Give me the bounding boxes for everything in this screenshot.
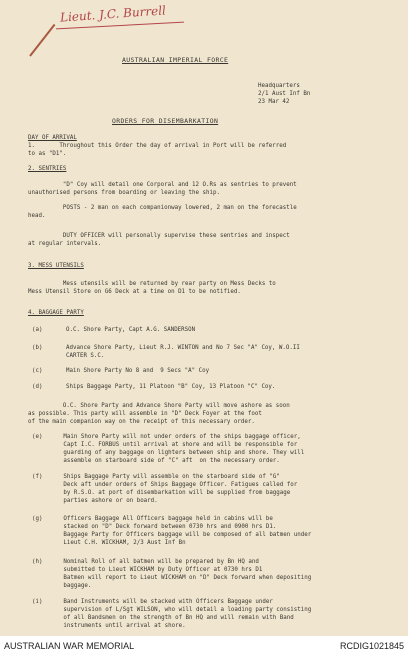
section-2-line: at regular intervals.	[28, 241, 102, 247]
section-2-line: unauthorised persons from boarding or leaving the ship.	[28, 190, 220, 196]
item-h-line: baggage.	[32, 583, 92, 589]
section-1-heading: DAY OF ARRIVAL	[28, 135, 77, 141]
item-g-line: Lieut C.H. WICKHAM, 2/3 Aust Inf Bn	[32, 540, 186, 546]
item-f-line: (f) Ships Baggage Party will assemble on the starboard side of "G"	[32, 474, 280, 480]
section-4-para-line: as possible. This party will assemble in "D" Deck Foyer at the foot	[28, 411, 262, 417]
item-h-line: Batmen will report to Lieut WICKHAM on "D" Deck forward when depositing	[32, 575, 312, 581]
section-1-line: 1. Throughout this Order the day of arrival in Port will be referred	[28, 143, 287, 149]
item-e-line: Capt I.C. FORBUS until arrival at shore and will be responsible for	[32, 442, 298, 448]
item-i-line: of all Bandsmen on the strength of Bn HQ and will remain with Band	[32, 615, 294, 621]
item-h-line: submitted to Lieut WICKHAM by Duty Officer at 0730 hrs D1	[32, 567, 263, 573]
section-2-line: head.	[28, 213, 46, 219]
section-4-para-line: O.C. Shore Party and Advance Shore Party will move ashore as soon	[28, 403, 290, 409]
item-f-line: Deck aft under orders of Ships Baggage Officer. Fatigues called for	[32, 482, 298, 488]
item-text: Main Shore Party No 8 and 9 Secs "A" Coy	[66, 368, 210, 374]
handwritten-signature: Lieut. J.C. Burrell	[59, 3, 167, 25]
item-e-line: guarding of any baggage on lighters between ship and shore. They will	[32, 450, 305, 456]
item-text: Advance Shore Party, Lieut R.J. WINTON and No 7 Sec "A" Coy, W.O.II	[66, 345, 300, 351]
item-label: (a)	[32, 327, 43, 333]
item-i-line: (i) Band Instruments will be stacked with Officers Baggage under	[32, 599, 273, 605]
item-label: (c)	[32, 368, 43, 374]
section-4-para-line: of the main companion way on the receipt of this necessary order.	[28, 419, 255, 425]
item-f-line: by R.S.O. at port of disembarkation will be supplied from baggage	[32, 490, 291, 496]
item-g-line: Baggage Party for Officers baggage will be composed of all batmen under	[32, 532, 312, 538]
pen-mark	[29, 24, 55, 57]
item-g-line: stacked on "D" Deck forward between 0730 hrs and 0900 hrs D1.	[32, 524, 277, 530]
item-label: (b)	[32, 345, 43, 351]
section-2-line: POSTS - 2 man on each companionway lowered, 2 man on the forecastle	[28, 205, 297, 211]
item-i-line: instruments until arrival at shore.	[32, 623, 186, 629]
item-text: O.C. Shore Party, Capt A.G. SANDERSON	[66, 327, 196, 333]
section-4-heading: 4. BAGGAGE PARTY	[28, 310, 84, 316]
item-f-line: parties ashore or on board.	[32, 498, 158, 504]
section-3-line: Mess utensils will be returned by rear party on Mess Decks to	[28, 281, 276, 287]
item-text: CARTER S.C.	[66, 353, 105, 359]
footer-source: AUSTRALIAN WAR MEMORIAL	[4, 641, 135, 651]
item-text: Ships Baggage Party, 11 Platoon "B" Coy, 13 Platoon "C" Coy.	[66, 384, 276, 390]
section-1-line: to as "D1".	[28, 151, 67, 157]
section-2-line: DUTY OFFICER will personally supervise these sentries and inspect	[28, 233, 290, 239]
document-title: AUSTRALIAN IMPERIAL FORCE	[122, 56, 229, 64]
orders-title: ORDERS FOR DISEMBARKATION	[112, 117, 219, 125]
item-g-line: (g) Officers Baggage All Officers baggage held in cabins will be	[32, 516, 273, 522]
hq-line-2: 2/1 Aust Inf Bn	[258, 91, 311, 97]
item-i-line: supervision of L/Sgt WILSON, who will detail a loading party consisting	[32, 607, 312, 613]
item-label: (d)	[32, 384, 43, 390]
hq-line-1: Headquarters	[258, 83, 300, 89]
section-2-heading: 2. SENTRIES	[28, 166, 67, 172]
item-e-line: (e) Main Shore Party will not under orders of the ships baggage officer,	[32, 434, 301, 440]
section-3-heading: 3. MESS UTENSILS	[28, 263, 84, 269]
archive-footer	[0, 636, 408, 654]
section-2-line: "D" Coy will detail one Corporal and 12 O.Rs as sentries to prevent	[28, 182, 297, 188]
hq-date: 23 Mar 42	[258, 99, 290, 105]
footer-record-id: RCDIG1021845	[339, 641, 404, 651]
item-h-line: (h) Nominal Roll of all batmen will be prepared by Bn HQ and	[32, 559, 259, 565]
section-3-line: Mess Utensil Store on G6 Deck at a time on D1 to be notified.	[28, 289, 241, 295]
item-e-line: assemble on starboard side of "C" aft on the necessary order.	[32, 458, 280, 464]
